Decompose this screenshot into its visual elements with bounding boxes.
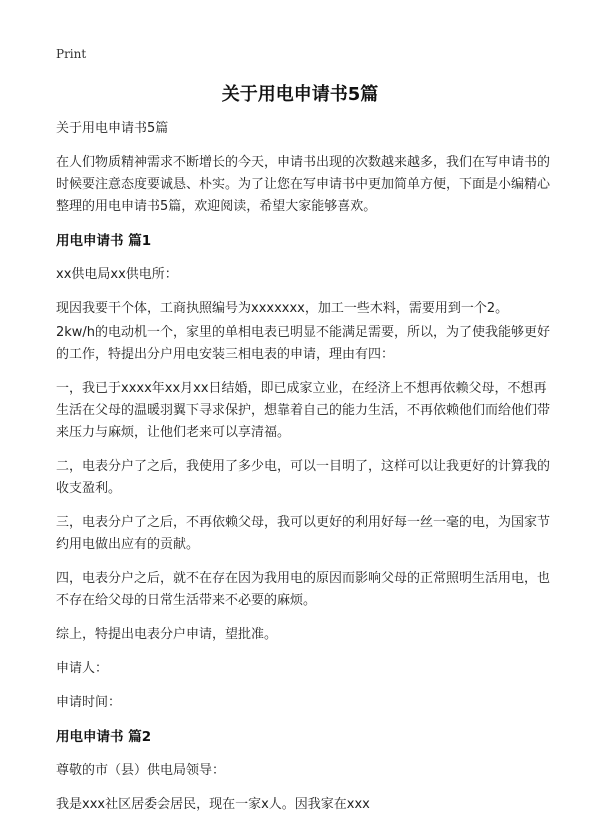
paragraph-reason-3: 三，电表分户了之后，不再依赖父母，我可以更好的利用好每一丝一毫的电，为国家节约用电做出应有的贡献。	[56, 515, 551, 552]
date-line: 申请时间：	[56, 695, 122, 710]
paragraph-reason-2: 二，电表分户了之后，我使用了多少电，可以一目明了，这样可以让我更好的计算我的收支盈利。	[56, 459, 551, 496]
print-link[interactable]: Print	[56, 47, 87, 61]
section-heading-1: 用电申请书 篇1	[56, 233, 152, 249]
paragraph-reason-1: 一，我已于xxxx年xx月xx日结婚，即已成家立业，在经济上不想再依赖父母，不想再生活在父母的温暖羽翼下寻求保护，想靠着自己的能力生活，不再依赖他们而给他们带来压力与麻烦，让他们老来可以享清福。	[56, 381, 551, 440]
salutation-1: xx供电局xx供电所：	[56, 267, 178, 282]
applicant-line: 申请人：	[56, 661, 109, 676]
document-title: 关于用电申请书5篇	[221, 84, 379, 105]
document-body	[56, 118, 556, 828]
lead-line: 关于用电申请书5篇	[56, 121, 169, 136]
section-heading-2: 用电申请书 篇2	[56, 729, 152, 745]
salutation-2: 尊敬的市（县）供电局领导：	[56, 763, 226, 778]
intro-paragraph: 在人们物质精神需求不断增长的今天，申请书出现的次数越来越多，我们在写申请书的时候要注意态度要诚恳、朴实。为了让您在写申请书中更加简单方便，下面是小编精心整理的用电申请书5篇，欢迎阅读，希望大家能够喜欢。	[56, 155, 551, 214]
paragraph-2-1: 我是xxx社区居委会居民，现在一家x人。因我家在xxx	[56, 797, 370, 812]
paragraph-1b: 2kw/h的电动机一个，家里的单相电表已明显不能满足需要，所以，为了使我能够更好的工作，特提出分户用电安装三相电表的申请，理由有四：	[56, 325, 551, 362]
paragraph-1a: 现因我要干个体，工商执照编号为xxxxxxx，加工一些木料，需要用到一个2。	[56, 301, 509, 316]
paragraph-conclusion: 综上，特提出电表分户申请，望批准。	[56, 627, 278, 642]
paragraph-reason-4: 四，电表分户之后，就不在存在因为我用电的原因而影响父母的正常照明生活用电，也不存在给父母的日常生活带来不必要的麻烦。	[56, 571, 551, 608]
